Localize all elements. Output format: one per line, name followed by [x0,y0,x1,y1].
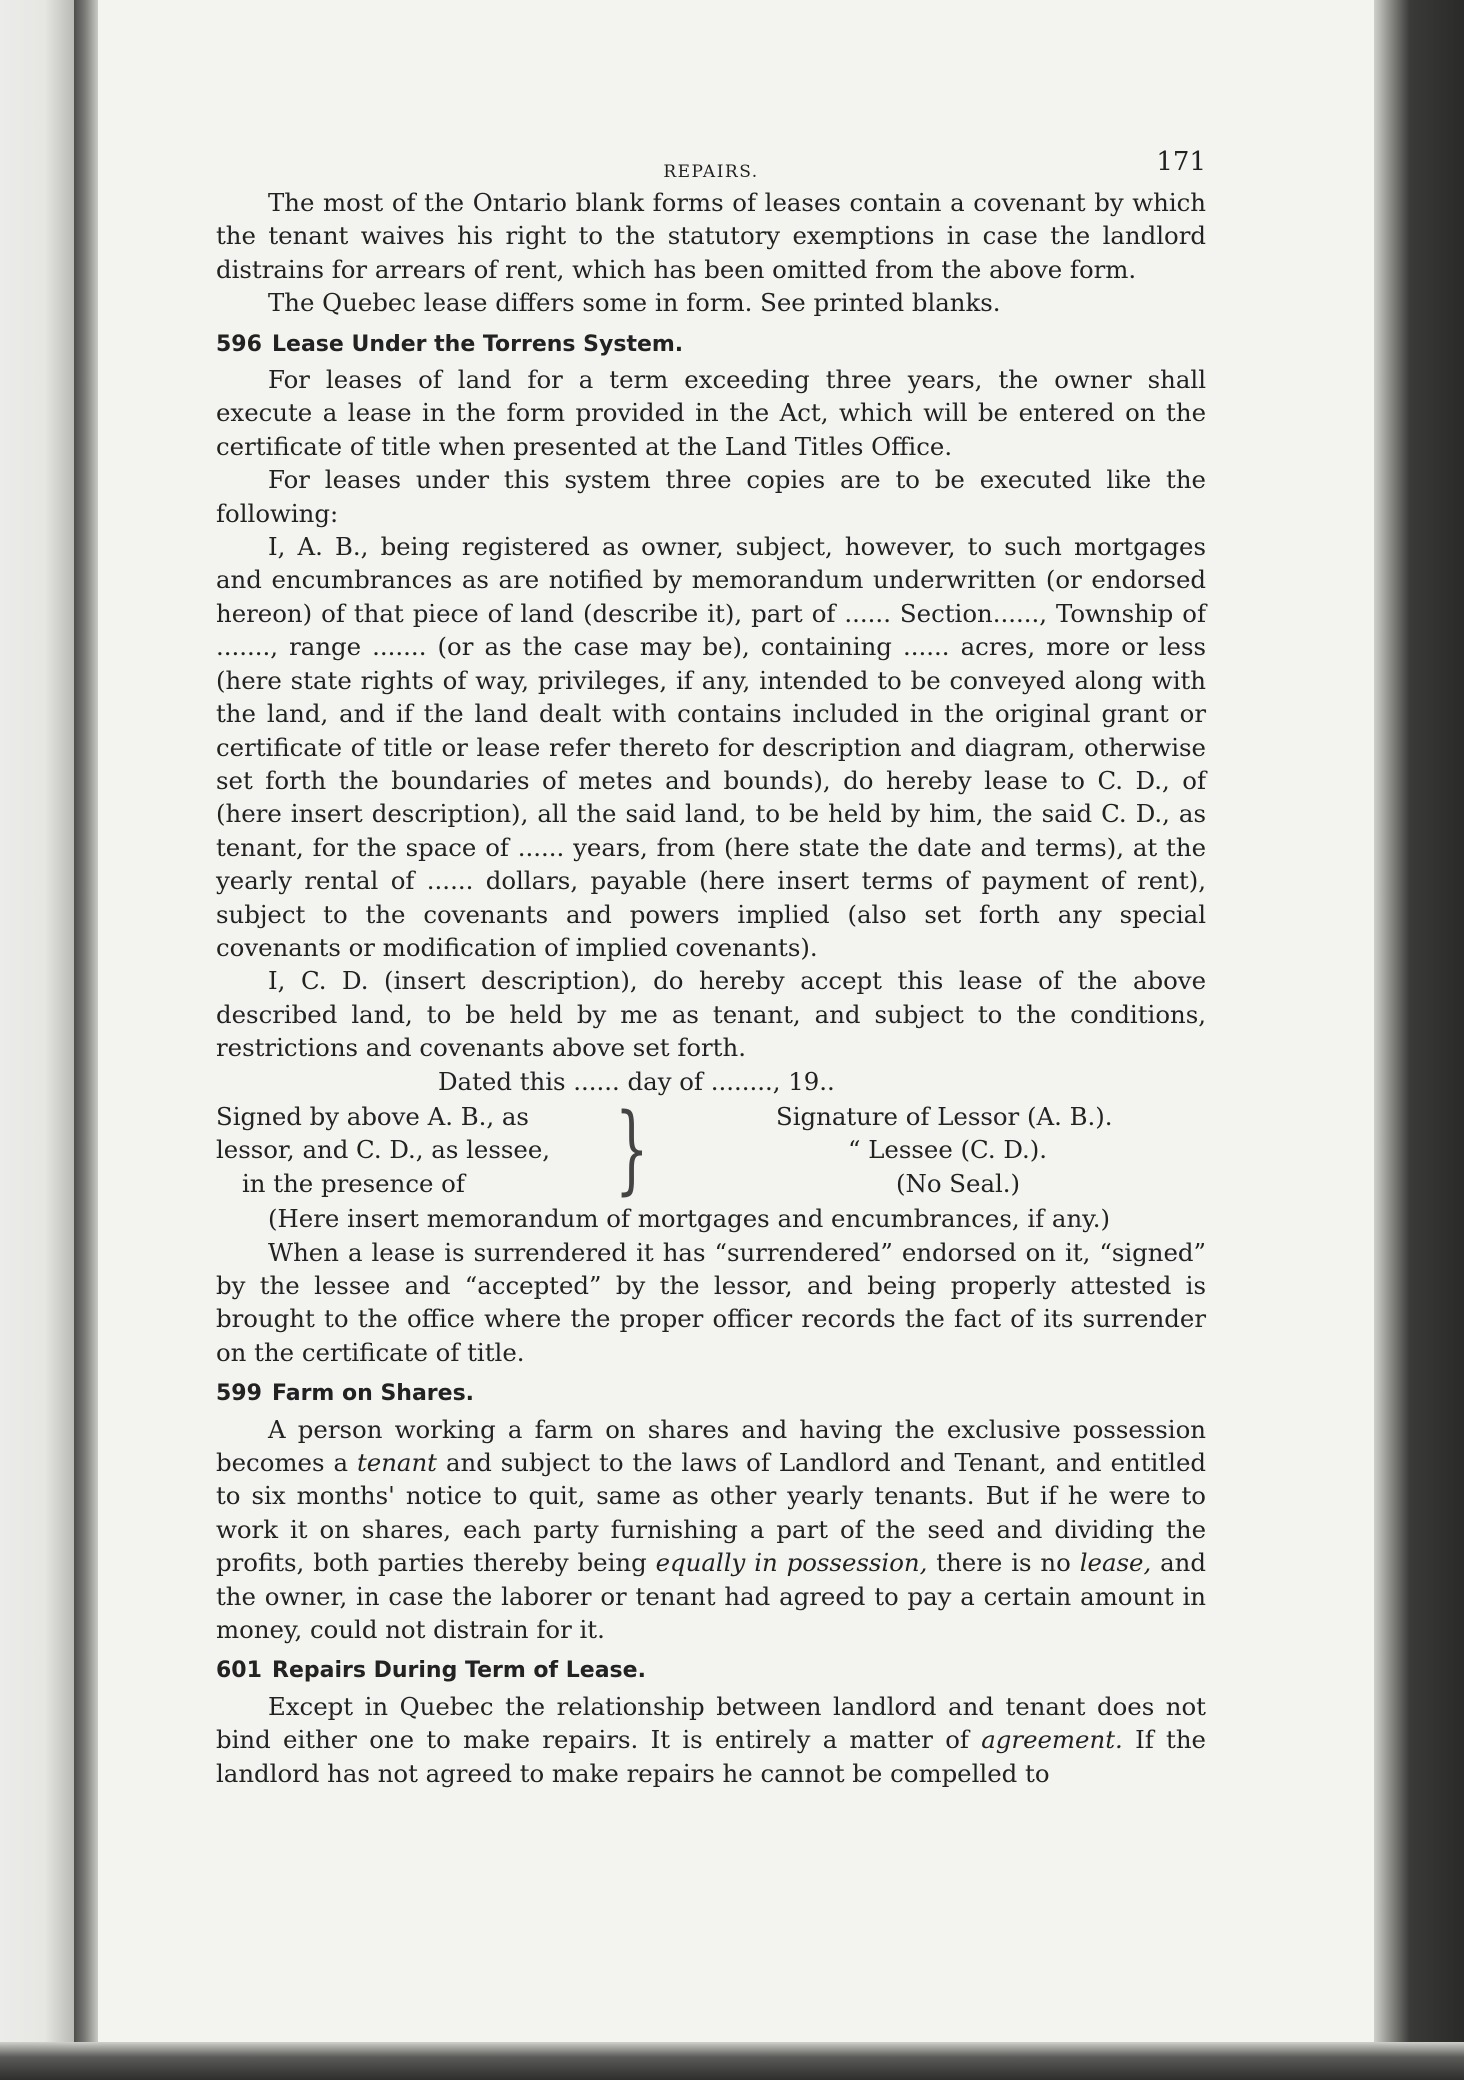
signed-line: lessor, and C. D., as lessee, [216,1135,550,1165]
brace-glyph: } [615,1092,649,1205]
text-run: If the landlord has not agreed to make repairs he cannot be compelled to [216,1725,1206,1788]
signature-block [216,1092,1206,1205]
bottom-edge [0,2042,1464,2080]
signed-line: in the presence of [242,1168,465,1198]
text-run: Except in Quebec the relationship between landlord and tenant does not bind either one to make repairs. It is entirely a matter of [216,1691,1206,1755]
emphasis: lease, [1079,1548,1152,1578]
section-title: Farm on Shares. [272,1381,475,1407]
memorandum-note: (Here insert memorandum of mortgages and encumbrances, if any.) [268,1204,1110,1234]
paragraph [216,1413,1206,1647]
paragraph: For leases under this system three copies are to be executed like the following: [216,465,1206,528]
paragraph [216,1690,1206,1790]
signature-line: (No Seal.) [896,1168,1021,1198]
section-number: 601 [216,1658,262,1684]
text-run: and the owner, in case the laborer or tenant had agreed to pay a certain amount in money, could not distrain for it. [216,1548,1206,1645]
running-header [216,146,1206,186]
section-title: Lease Under the Torrens System. [272,331,684,357]
section-number: 596 [216,331,262,357]
page-number: 171 [1156,147,1206,177]
signed-by-witness [216,1100,606,1200]
running-title: REPAIRS. [663,162,759,182]
lease-form-body: I, A. B., being registered as owner, subject, however, to such mortgages and encumbrances as are notified by memorandum underwritten (or endorsed hereon) of that piece of land (describe it), part of ...... Section......, Township of ......., range ....... (or as the case may be), containing ...... acres, more or less (here state rights of way, privileges, if any, intended to be conveyed along with the land, and if the land dealt with contains included in the original grant or certificate of title or lease refer thereto for description and diagram, otherwise set forth the boundaries of metes and bounds), do hereby lease to C. D., of (here insert description), all the said land, to be held by him, the said C. D., as tenant, for the space of ...... years, from (here state the date and terms), at the yearly rental of ...... dollars, payable (here insert terms of payment of rent), subject to the covenants and powers implied (also set forth any special covenants or modification of implied covenants). [216,532,1206,962]
signed-line: Signed by above A. B., as [216,1101,529,1131]
signatures [646,1100,1206,1200]
section-heading-599 [216,1377,1206,1410]
left-page-edge [0,0,74,2080]
text-run: A person working a farm on shares and having the exclusive possession becomes a [216,1414,1206,1478]
paragraph: The Quebec lease differs some in form. See printed blanks. [268,288,1001,318]
paragraph: The most of the Ontario blank forms of leases contain a covenant by which the tenant waives his right to the statutory exemptions in case the landlord distrains for arrears of rent, which has been omitted from the above form. [216,188,1206,284]
signature-line: “ Lessee (C. D.). [848,1135,1048,1165]
gutter-shadow [74,0,98,2080]
text-run: and subject to the laws of Landlord and Tenant, and entitled to six months' notice to quit, same as other yearly tenants. But if he were to work it on shares, each party furnishing a part of the seed and dividing the profits, both parties thereby being [216,1448,1206,1578]
section-heading-596 [216,328,1206,361]
emphasis: agreement. [981,1725,1123,1755]
section-title: Repairs During Term of Lease. [272,1658,646,1684]
emphasis: tenant [356,1448,437,1478]
section-number: 599 [216,1381,262,1407]
section-heading-601 [216,1654,1206,1687]
paragraph: When a lease is surrendered it has “surrendered” endorsed on it, “signed” by the lessee and “accepted” by the lessor, and being properly attested is brought to the office where the proper officer records the fact of its surrender on the certificate of title. [216,1237,1206,1367]
emphasis: equally in possession, [655,1548,928,1578]
page-content [216,146,1206,1790]
right-page-edge [1374,0,1464,2080]
lease-dated-line: Dated this ...... day of ........, 19.. [438,1066,835,1096]
lease-acceptance: I, C. D. (insert description), do hereby accept this lease of the above described land, to be held by me as tenant, and subject to the conditions, restrictions and covenants above set forth. [216,966,1206,1063]
text-run: there is no [927,1548,1080,1578]
paragraph: For leases of land for a term exceeding three years, the owner shall execute a lease in the form provided in the Act, which will be entered on the certificate of title when presented at the Land Titles Office. [216,365,1206,461]
signature-line: Signature of Lessor (A. B.). [776,1101,1113,1131]
